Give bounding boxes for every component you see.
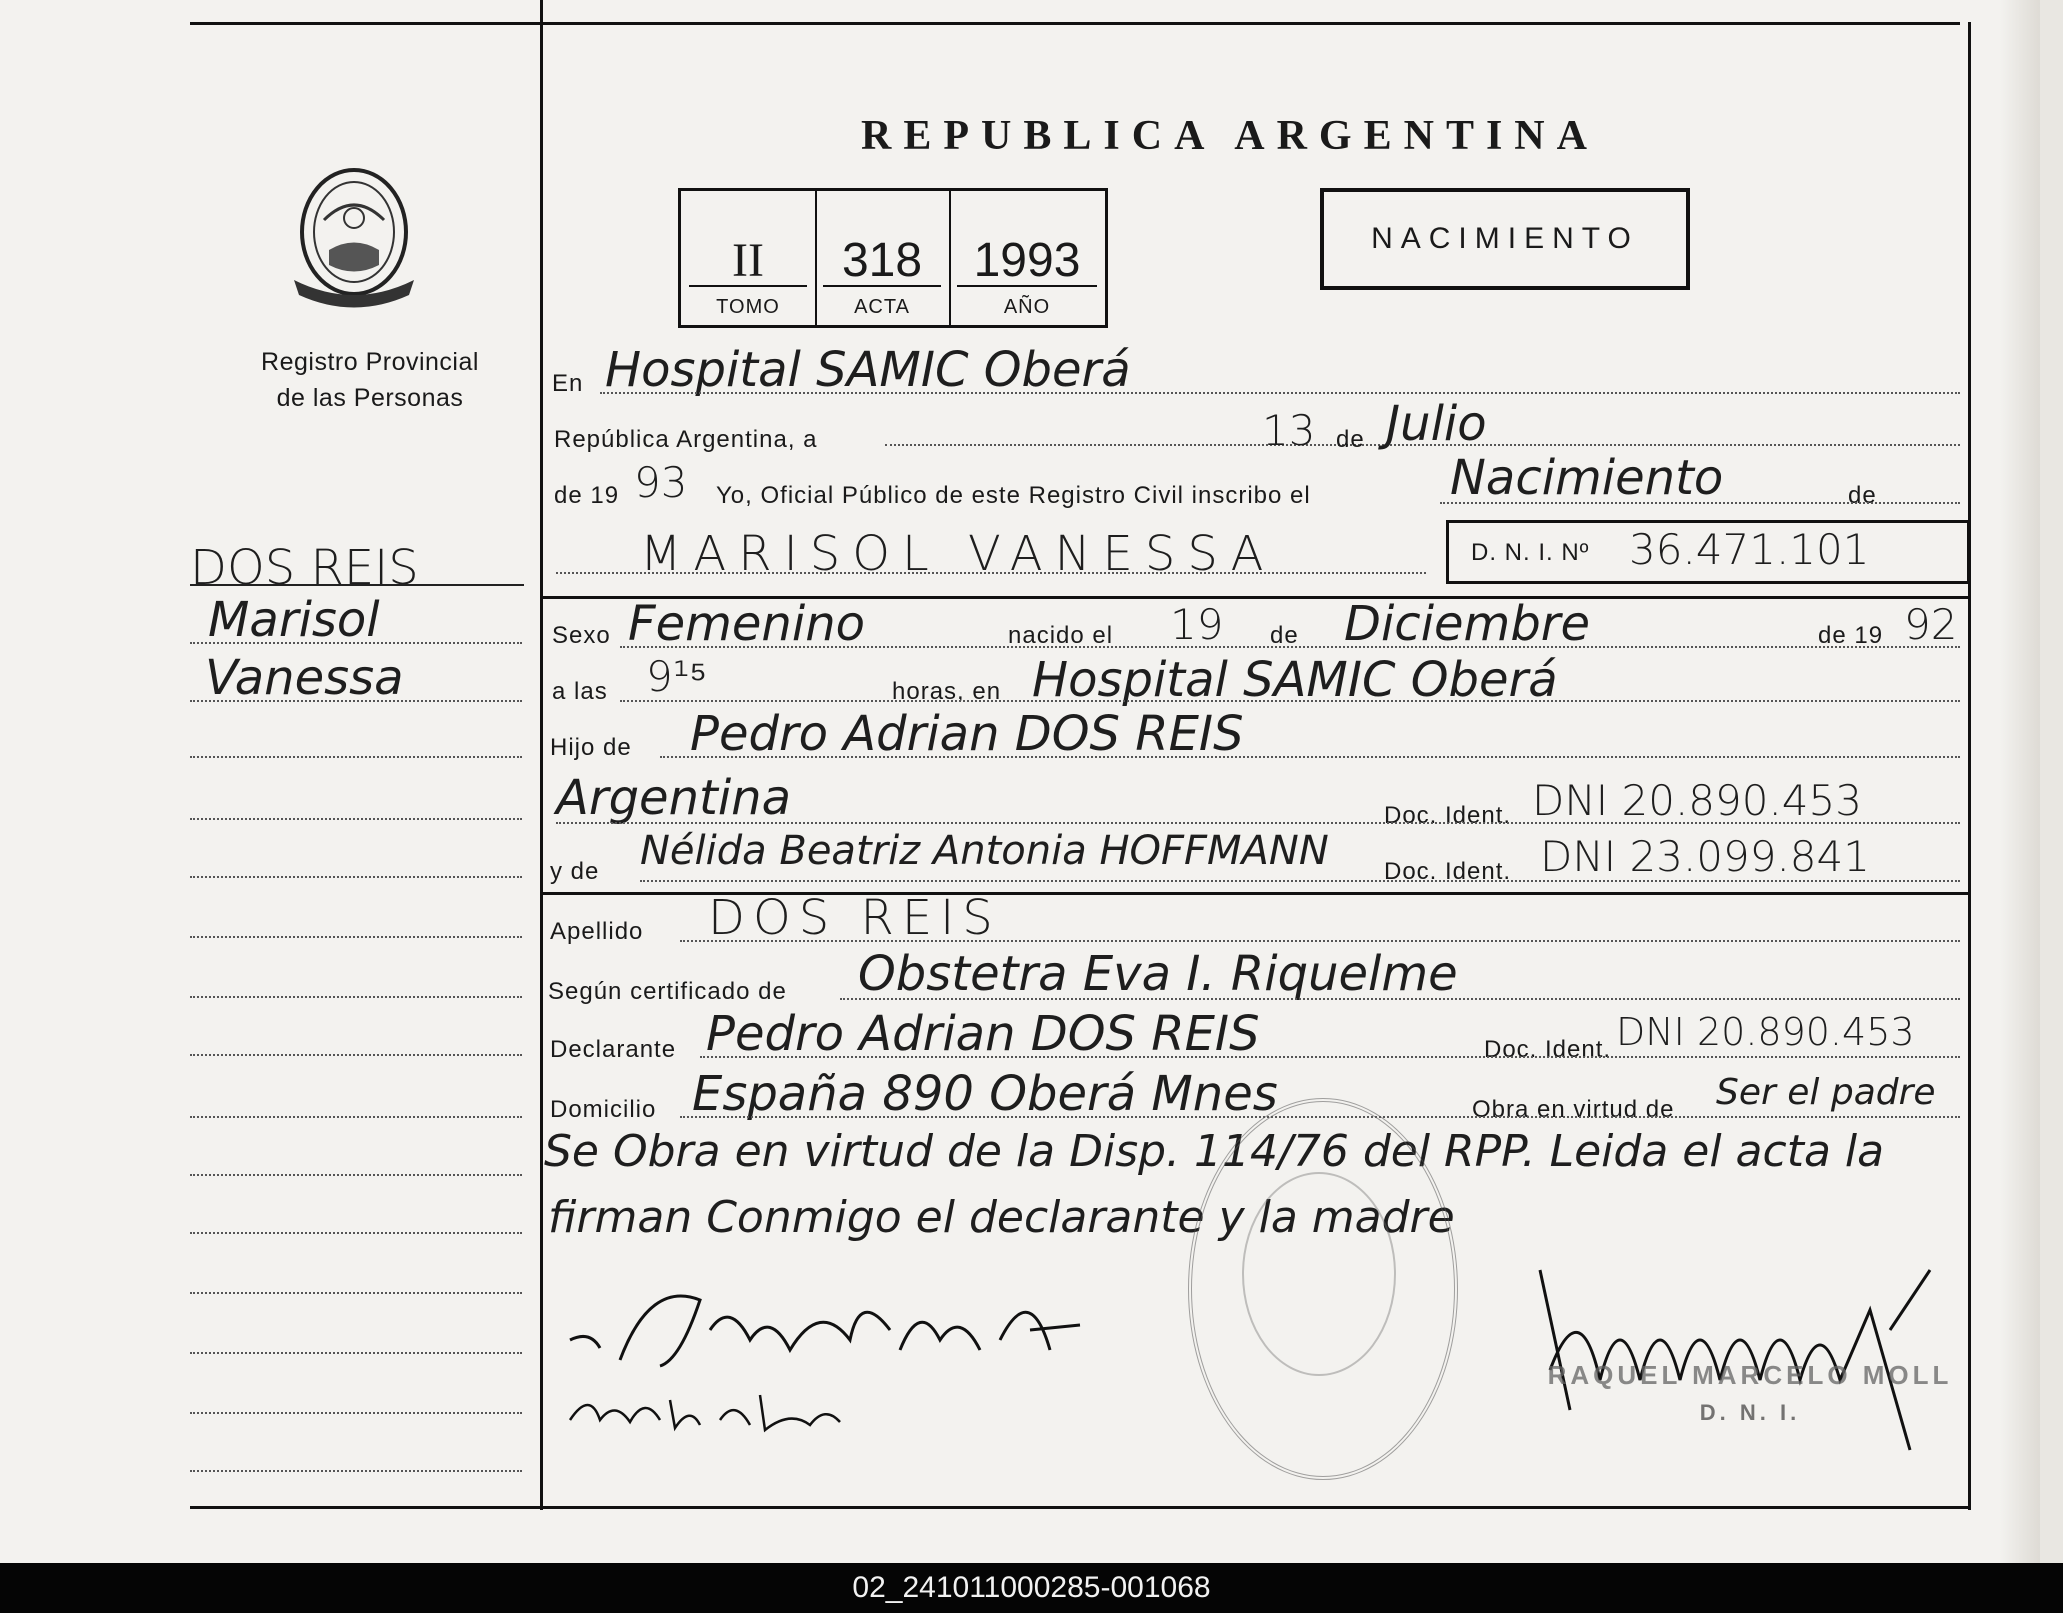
act-line	[1440, 502, 1960, 504]
en-label: En	[552, 370, 584, 397]
margin-line	[190, 818, 522, 820]
obra-value: Ser el padre	[1716, 1072, 1936, 1113]
dni-value: 36.471.101	[1629, 525, 1870, 574]
officer-id-stamp: D. N. I.	[1699, 1400, 1801, 1425]
acta-value: 318	[841, 234, 923, 287]
registry-office	[220, 344, 520, 416]
registry-line-1: Registro Provincial	[261, 348, 479, 376]
dni-box	[1446, 520, 1970, 584]
tomo-value: II	[732, 234, 764, 287]
a-las-label: a las	[552, 678, 608, 705]
tomo-label: TOMO	[716, 296, 780, 318]
footer-code: 02_241011000285-001068	[0, 1563, 2063, 1613]
certificado-line	[840, 998, 1960, 1000]
father-doc-label: Doc. Ident.	[1384, 802, 1512, 829]
birth-year-prefix: de 19	[1818, 622, 1884, 649]
month-value: Julio	[1386, 396, 1487, 452]
mother-doc-value: DNI 23.099.841	[1540, 832, 1870, 881]
mother-value: Nélida Beatriz Antonia HOFFMANN	[640, 828, 1329, 874]
country-title: REPUBLICA ARGENTINA	[861, 113, 1599, 159]
declarante-doc-label: Doc. Ident.	[1484, 1036, 1612, 1063]
acta-underline	[823, 285, 941, 287]
margin-given-2: Vanessa	[205, 650, 404, 706]
place-value: Hospital SAMIC Oberá	[605, 342, 1131, 398]
official-signature	[1510, 1210, 1970, 1470]
father-nationality-value: Argentina	[556, 770, 791, 826]
anio-underline	[957, 285, 1097, 287]
birth-month-value: Diciembre	[1344, 596, 1591, 652]
mother-doc-label: Doc. Ident.	[1384, 858, 1512, 885]
margin-given-1: Marisol	[208, 592, 380, 648]
nacido-label: nacido el	[1008, 622, 1114, 649]
obra-label: Obra en virtud de	[1472, 1096, 1675, 1123]
father-line	[660, 756, 1960, 758]
apellido-line	[680, 940, 1960, 942]
anio-label: AÑO	[1003, 296, 1051, 318]
margin-line	[190, 936, 522, 938]
father-doc-line	[556, 822, 1960, 824]
sexo-label: Sexo	[552, 622, 611, 649]
record-type-box: NACIMIENTO	[1320, 188, 1690, 290]
names-line	[556, 572, 1426, 574]
apellido-label: Apellido	[550, 918, 644, 945]
margin-line	[190, 1352, 522, 1354]
declarante-value: Pedro Adrian DOS REIS	[706, 1006, 1260, 1062]
de-label: de	[1336, 426, 1365, 453]
margin-line	[190, 1412, 522, 1414]
republic-label: República Argentina, a	[554, 426, 818, 453]
father-doc-value: DNI 20.890.453	[1532, 776, 1862, 825]
certificado-value: Obstetra Eva I. Riquelme	[858, 946, 1458, 1002]
page-edge	[2000, 0, 2040, 1563]
de-end-label: de	[1848, 482, 1877, 509]
tomo-underline	[689, 285, 807, 287]
domicilio-label: Domicilio	[550, 1096, 657, 1123]
acta-cell	[815, 191, 951, 325]
declarante-label: Declarante	[550, 1036, 677, 1063]
names-value: MARISOL VANESSA	[640, 526, 1276, 582]
sexo-value: Femenino	[628, 596, 865, 652]
place-line	[600, 392, 1960, 394]
year-suffix: 93	[634, 458, 688, 507]
tomo-cell	[681, 191, 817, 325]
record-number-boxes	[678, 188, 1108, 328]
birth-line	[620, 646, 1960, 648]
margin-line	[190, 1292, 522, 1294]
margin-surname: DOS REIS	[190, 540, 419, 596]
declarante-line	[700, 1056, 1960, 1058]
margin-line	[190, 756, 522, 758]
father-value: Pedro Adrian DOS REIS	[690, 706, 1244, 762]
horas-label: horas, en	[892, 678, 1002, 705]
hijo-label: Hijo de	[550, 734, 632, 761]
margin-line	[190, 1232, 522, 1234]
anio-value: 1993	[973, 234, 1081, 287]
mother-signature	[560, 1380, 860, 1450]
margin-line	[190, 1054, 522, 1056]
margin-line	[190, 642, 522, 644]
birth-place-value: Hospital SAMIC Oberá	[1032, 652, 1558, 708]
acta-label: ACTA	[854, 296, 910, 318]
note-line-2: firman Conmigo el declarante y la madre	[548, 1192, 1455, 1243]
margin-line	[190, 1174, 522, 1176]
anio-cell	[949, 191, 1105, 325]
segun-label: Según certificado de	[548, 978, 787, 1005]
day-value: 13	[1262, 406, 1316, 455]
mother-line	[640, 880, 1960, 882]
column-divider	[540, 0, 543, 1510]
officer-name-stamp: RAQUEL MARCELO MOLL	[1547, 1360, 1953, 1390]
act-type-value: Nacimiento	[1450, 450, 1724, 506]
bottom-border	[190, 1506, 1970, 1509]
birth-year-suffix: 92	[1904, 600, 1958, 649]
birth-de-label: de	[1270, 622, 1299, 649]
apellido-value: DOS REIS	[708, 890, 1001, 946]
statement-text: Yo, Oficial Público de este Registro Civil inscribo el	[716, 482, 1311, 509]
hour-value: 9¹⁵	[646, 652, 707, 701]
margin-line	[190, 876, 522, 878]
domicilio-value: España 890 Oberá Mnes	[692, 1066, 1278, 1122]
margin-line	[190, 996, 522, 998]
margin-line	[190, 700, 522, 702]
margin-surname-underline	[190, 584, 524, 586]
misiones-coat-of-arms	[284, 160, 424, 310]
year-prefix: de 19	[554, 482, 620, 509]
margin-line	[190, 1470, 522, 1472]
official-stamp	[1188, 1098, 1458, 1480]
dni-label: D. N. I. Nº	[1471, 539, 1590, 566]
birth-day-value: 19	[1170, 600, 1224, 649]
declarant-signature	[560, 1270, 1120, 1380]
margin-line	[190, 1116, 522, 1118]
y-de-label: y de	[550, 858, 600, 885]
note-line-1: Se Obra en virtud de la Disp. 114/76 del RPP. Leida el acta la	[544, 1126, 1885, 1177]
registry-line-2: de las Personas	[276, 384, 464, 412]
hour-line	[620, 700, 1960, 702]
stamp-inner-ring	[1242, 1172, 1396, 1376]
declarante-doc-value: DNI 20.890.453	[1616, 1010, 1915, 1054]
top-border	[190, 22, 1960, 25]
